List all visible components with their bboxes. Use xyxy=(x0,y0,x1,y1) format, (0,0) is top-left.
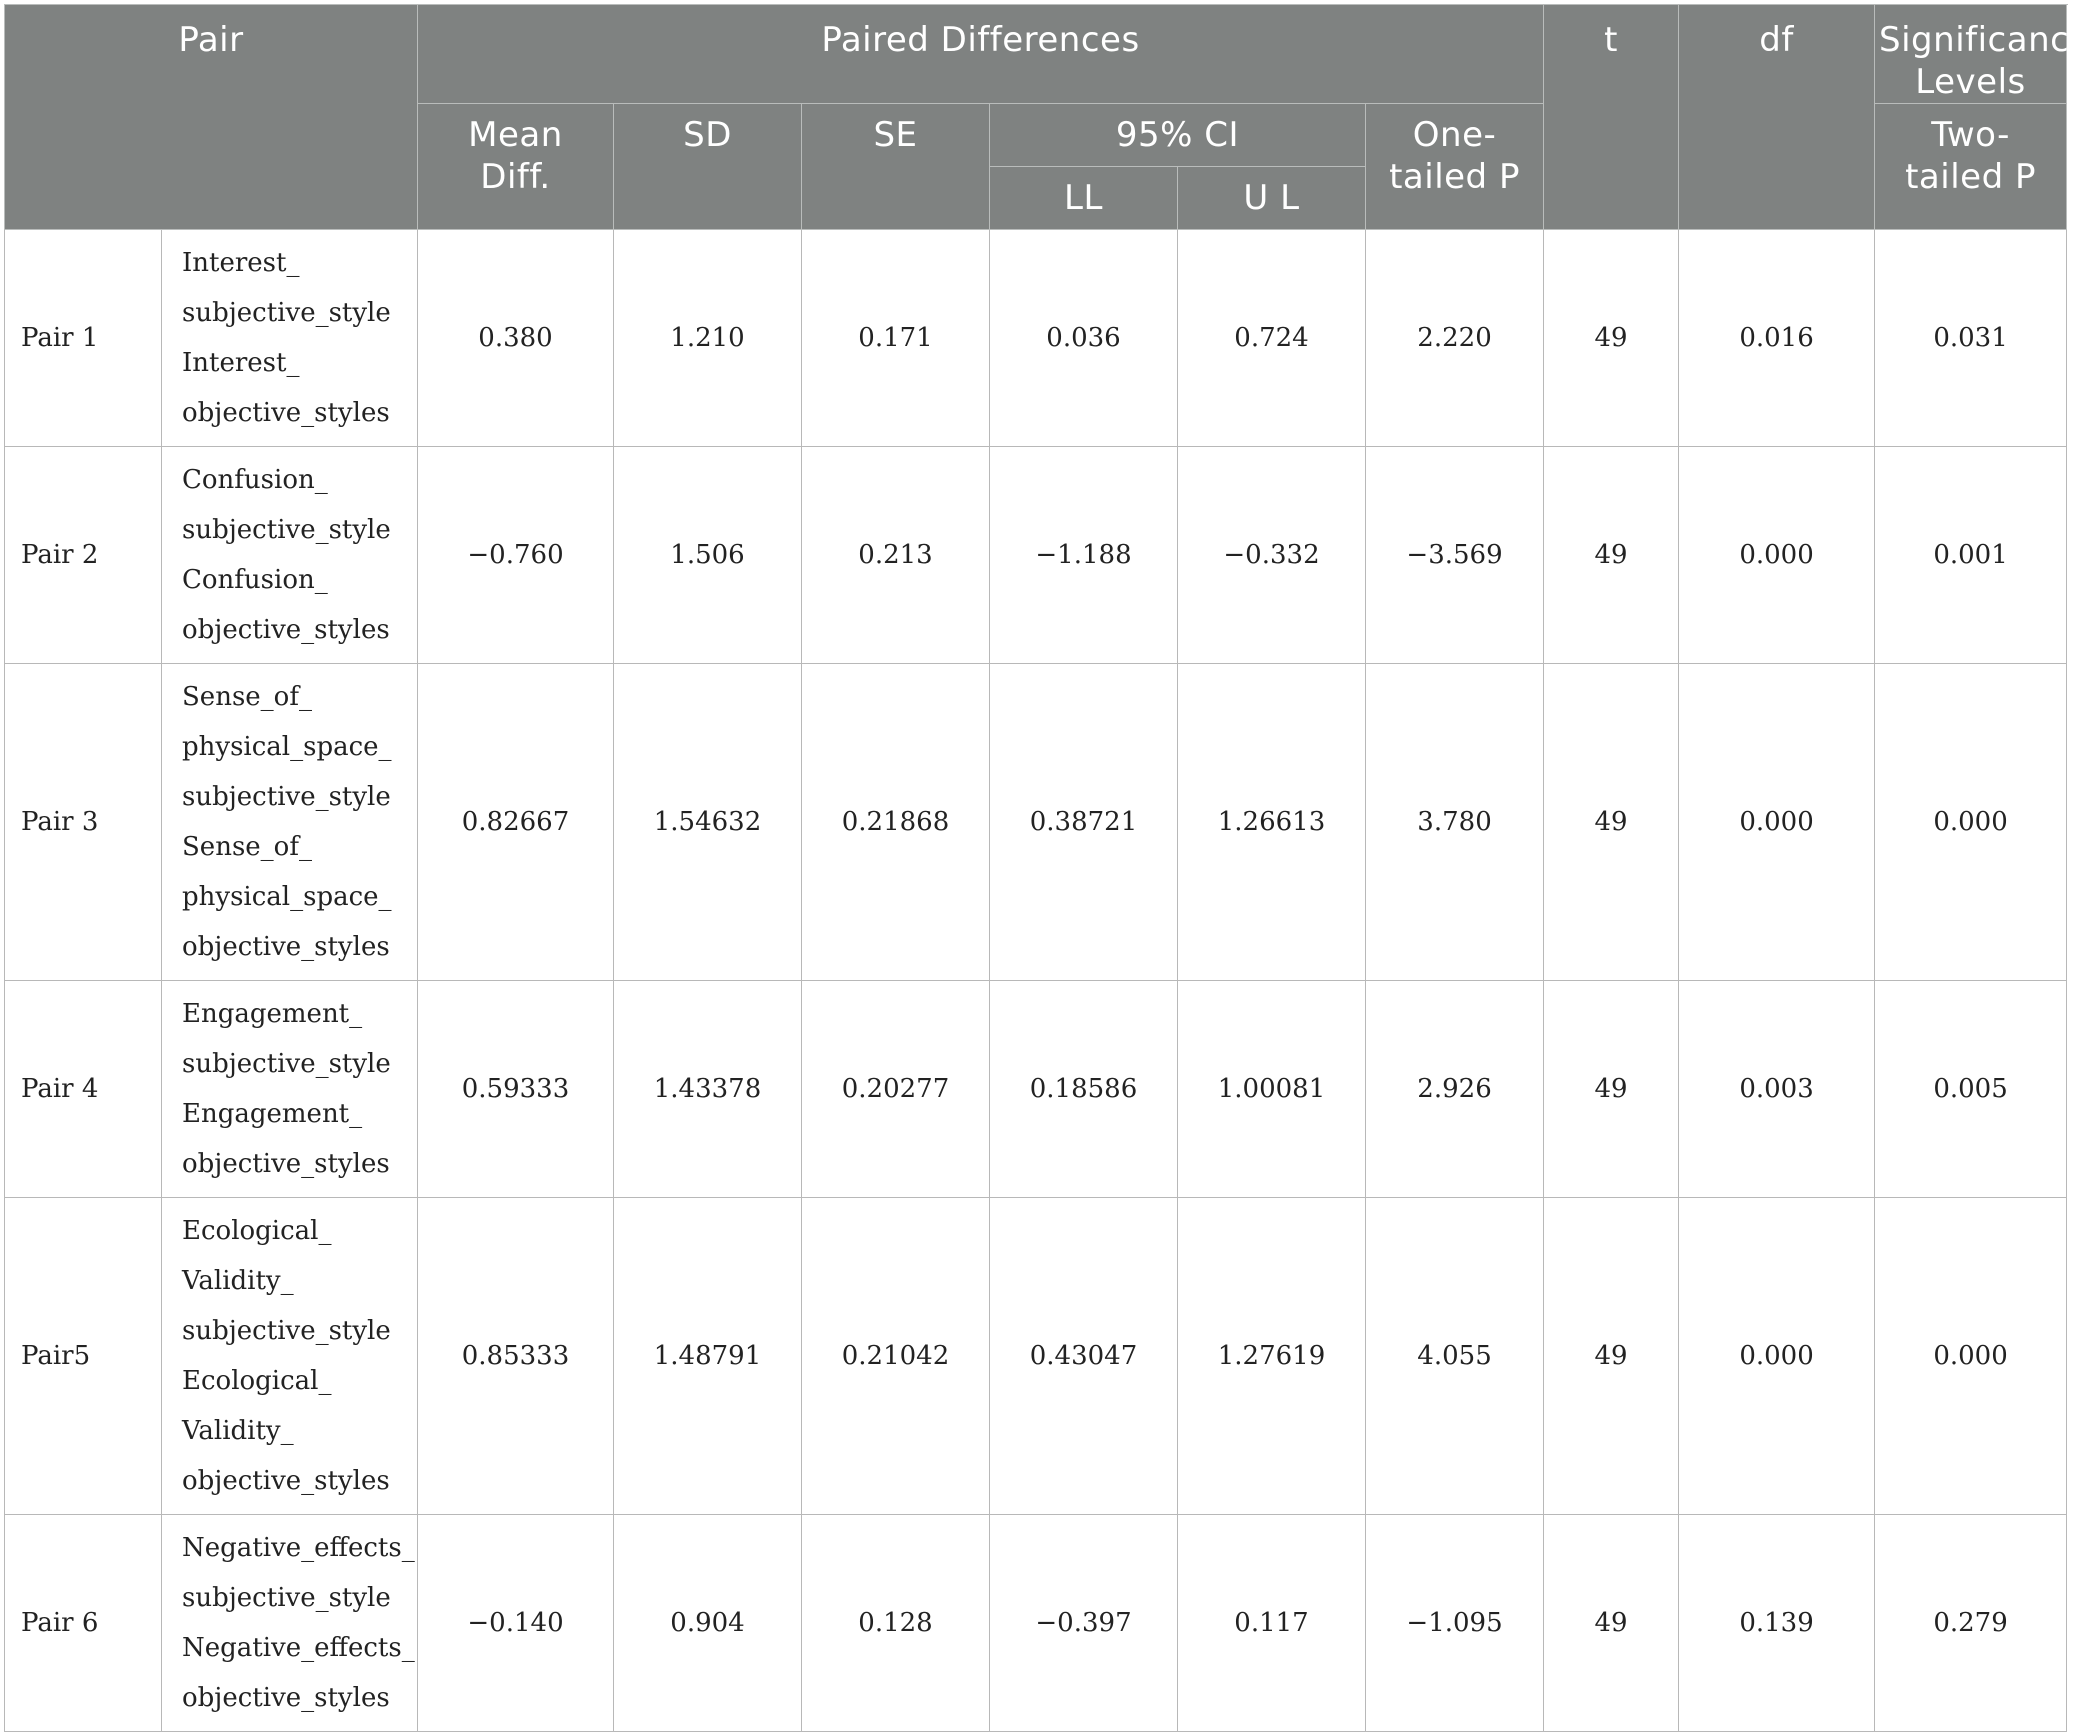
variable-name: Sense_of_ xyxy=(182,832,312,862)
cell-mean-diff: −0.760 xyxy=(418,447,614,664)
cell-df: 49 xyxy=(1544,664,1679,981)
variable-name: Confusion_ xyxy=(182,465,328,495)
table-row xyxy=(5,981,2067,1198)
variable-name: objective_styles xyxy=(182,615,390,645)
cell-t: −1.095 xyxy=(1366,1515,1544,1732)
cell-t: 3.780 xyxy=(1366,664,1544,981)
table-row xyxy=(5,447,2067,664)
pair-label: Pair 3 xyxy=(5,664,162,981)
cell-se: 0.213 xyxy=(802,447,990,664)
table-row xyxy=(5,664,2067,981)
cell-ul: 0.117 xyxy=(1178,1515,1366,1732)
variable-name: Ecological_ xyxy=(182,1366,332,1396)
cell-two-tailed: 0.031 xyxy=(1875,230,2067,447)
cell-sd: 1.54632 xyxy=(614,664,802,981)
cell-one-tailed: 0.016 xyxy=(1679,230,1875,447)
cell-sd: 1.48791 xyxy=(614,1198,802,1515)
variable-name: Engagement_ xyxy=(182,1099,363,1129)
cell-two-tailed: 0.001 xyxy=(1875,447,2067,664)
cell-ll: 0.036 xyxy=(990,230,1178,447)
header-paired-differences: Paired Differences xyxy=(418,5,1544,104)
header-t: t xyxy=(1544,5,1679,230)
cell-mean-diff: −0.140 xyxy=(418,1515,614,1732)
header-mean-diff: Mean Diff. xyxy=(418,104,614,230)
pair-label: Pair5 xyxy=(5,1198,162,1515)
pair-variables xyxy=(162,447,418,664)
variable-name: subjective_style xyxy=(182,515,391,545)
variable-name: Validity_ xyxy=(182,1416,294,1446)
header-two-tailed-p: Two- tailed P xyxy=(1875,104,2067,230)
pair-label: Pair 1 xyxy=(5,230,162,447)
variable-name: Engagement_ xyxy=(182,999,363,1029)
cell-df: 49 xyxy=(1544,1198,1679,1515)
cell-two-tailed: 0.000 xyxy=(1875,1198,2067,1515)
variable-name: Interest_ xyxy=(182,248,300,278)
header-se: SE xyxy=(802,104,990,230)
table-row xyxy=(5,230,2067,447)
header-pair: Pair xyxy=(5,5,418,230)
variable-name: objective_styles xyxy=(182,1466,390,1496)
variable-name: Interest_ xyxy=(182,348,300,378)
cell-se: 0.20277 xyxy=(802,981,990,1198)
table-row xyxy=(5,1198,2067,1515)
pair-label: Pair 6 xyxy=(5,1515,162,1732)
cell-df: 49 xyxy=(1544,981,1679,1198)
cell-t: 2.220 xyxy=(1366,230,1544,447)
pair-label: Pair 2 xyxy=(5,447,162,664)
cell-one-tailed: 0.000 xyxy=(1679,1198,1875,1515)
cell-sd: 1.43378 xyxy=(614,981,802,1198)
variable-name: subjective_style xyxy=(182,1583,391,1613)
variable-name: objective_styles xyxy=(182,1683,390,1713)
cell-ul: 1.27619 xyxy=(1178,1198,1366,1515)
pair-variables xyxy=(162,664,418,981)
cell-mean-diff: 0.380 xyxy=(418,230,614,447)
header-sd: SD xyxy=(614,104,802,230)
cell-ul: 1.26613 xyxy=(1178,664,1366,981)
variable-name: subjective_style xyxy=(182,1316,391,1346)
variable-name: Sense_of_ xyxy=(182,682,312,712)
variable-name: subjective_style xyxy=(182,1049,391,1079)
cell-two-tailed: 0.000 xyxy=(1875,664,2067,981)
cell-t: 4.055 xyxy=(1366,1198,1544,1515)
variable-name: Negative_effects_ xyxy=(182,1533,415,1563)
cell-sd: 1.506 xyxy=(614,447,802,664)
variable-name: Ecological_ xyxy=(182,1216,332,1246)
header-ll: LL xyxy=(990,167,1178,230)
variable-name: objective_styles xyxy=(182,1149,390,1179)
cell-se: 0.21042 xyxy=(802,1198,990,1515)
cell-df: 49 xyxy=(1544,447,1679,664)
cell-ll: 0.38721 xyxy=(990,664,1178,981)
pair-variables xyxy=(162,1515,418,1732)
cell-se: 0.21868 xyxy=(802,664,990,981)
table-container xyxy=(4,4,2091,1732)
pair-label: Pair 4 xyxy=(5,981,162,1198)
variable-name: Confusion_ xyxy=(182,565,328,595)
cell-sd: 1.210 xyxy=(614,230,802,447)
header-one-tailed-p: One- tailed P xyxy=(1366,104,1544,230)
cell-ll: 0.43047 xyxy=(990,1198,1178,1515)
variable-name: physical_space_ xyxy=(182,882,392,912)
cell-one-tailed: 0.000 xyxy=(1679,664,1875,981)
cell-one-tailed: 0.139 xyxy=(1679,1515,1875,1732)
header-ci: 95% CI xyxy=(990,104,1366,167)
cell-sd: 0.904 xyxy=(614,1515,802,1732)
cell-ll: 0.18586 xyxy=(990,981,1178,1198)
cell-two-tailed: 0.279 xyxy=(1875,1515,2067,1732)
pair-variables xyxy=(162,1198,418,1515)
cell-two-tailed: 0.005 xyxy=(1875,981,2067,1198)
cell-one-tailed: 0.003 xyxy=(1679,981,1875,1198)
cell-ul: 0.724 xyxy=(1178,230,1366,447)
header-significance-levels: Significance Levels xyxy=(1875,5,2067,104)
table-body xyxy=(5,230,2067,1732)
cell-ul: −0.332 xyxy=(1178,447,1366,664)
paired-differences-table xyxy=(4,4,2091,1732)
variable-name: subjective_style xyxy=(182,298,391,328)
variable-name: Negative_effects_ xyxy=(182,1633,415,1663)
variable-name: objective_styles xyxy=(182,932,390,962)
cell-mean-diff: 0.59333 xyxy=(418,981,614,1198)
cell-ul: 1.00081 xyxy=(1178,981,1366,1198)
cell-ll: −0.397 xyxy=(990,1515,1178,1732)
variable-name: subjective_style xyxy=(182,782,391,812)
variable-name: physical_space_ xyxy=(182,732,392,762)
variable-name: Validity_ xyxy=(182,1266,294,1296)
header-ul: U L xyxy=(1178,167,1366,230)
cell-se: 0.171 xyxy=(802,230,990,447)
table-row xyxy=(5,1515,2067,1732)
cell-se: 0.128 xyxy=(802,1515,990,1732)
cell-ll: −1.188 xyxy=(990,447,1178,664)
cell-df: 49 xyxy=(1544,230,1679,447)
cell-df: 49 xyxy=(1544,1515,1679,1732)
cell-mean-diff: 0.82667 xyxy=(418,664,614,981)
cell-one-tailed: 0.000 xyxy=(1679,447,1875,664)
cell-t: −3.569 xyxy=(1366,447,1544,664)
cell-mean-diff: 0.85333 xyxy=(418,1198,614,1515)
pair-variables xyxy=(162,230,418,447)
variable-name: objective_styles xyxy=(182,398,390,428)
header-df: df xyxy=(1679,5,1875,230)
pair-variables xyxy=(162,981,418,1198)
cell-t: 2.926 xyxy=(1366,981,1544,1198)
